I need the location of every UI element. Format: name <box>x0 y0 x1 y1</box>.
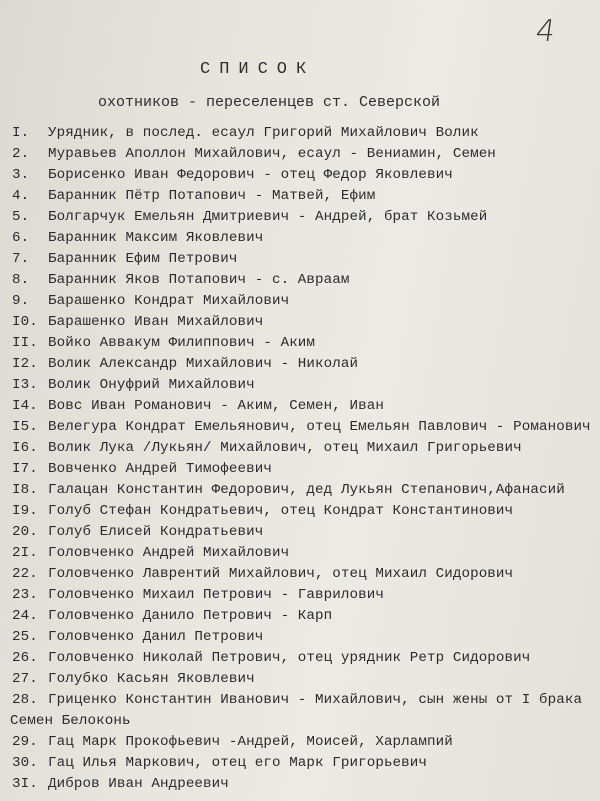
list-item <box>0 690 600 732</box>
list-item <box>0 585 600 606</box>
entry-number: 4. <box>12 188 30 204</box>
entry-text: Волик Онуфрий Михайлович <box>48 377 255 393</box>
entry-text: Болгарчук Емельян Дмитриевич - Андрей, брат Козьмей <box>48 209 488 225</box>
list-item <box>0 333 600 354</box>
list-item <box>0 480 600 501</box>
entry-text: Гац Марк Прокофьевич -Андрей, Моисей, Харлампий <box>48 734 453 750</box>
list-item <box>0 165 600 186</box>
entry-number: 23. <box>12 587 38 603</box>
entry-text: Волик Александр Михайлович - Николай <box>48 356 359 372</box>
list-item <box>0 732 600 753</box>
list-item <box>0 627 600 648</box>
list-item <box>0 144 600 165</box>
entry-text: Гриценко Константин Иванович - Михайлович, сын жены от I брака <box>48 692 583 708</box>
entry-text: Велегура Кондрат Емельянович, отец Емельян Павлович - Романович <box>48 419 591 435</box>
entry-number: I6. <box>12 440 38 456</box>
list-item <box>0 753 600 774</box>
list-item <box>0 543 600 564</box>
entry-text: Баранник Яков Потапович - с. Авраам <box>48 272 350 288</box>
entry-number: 20. <box>12 524 38 540</box>
entry-number: 7. <box>12 251 30 267</box>
entry-number: 28. <box>12 692 38 708</box>
entry-number: 6. <box>12 230 30 246</box>
entry-text: Вовченко Андрей Тимофеевич <box>48 461 272 477</box>
document-title: СПИСОК <box>200 60 316 79</box>
entry-text: Голубко Касьян Яковлевич <box>48 671 255 687</box>
list-item <box>0 774 600 795</box>
list-item <box>0 207 600 228</box>
entry-number: 2I. <box>12 545 38 561</box>
entry-number: I0. <box>12 314 38 330</box>
page-number: 4 <box>533 14 558 49</box>
entry-number: I4. <box>12 398 38 414</box>
entry-number: 2. <box>12 146 30 162</box>
list-item <box>0 375 600 396</box>
list-item <box>0 522 600 543</box>
entry-number: I3. <box>12 377 38 393</box>
list-item <box>0 396 600 417</box>
list-item <box>0 417 600 438</box>
entry-text: Урядник, в послед. есаул Григорий Михайлович Волик <box>48 125 479 141</box>
list-item <box>0 459 600 480</box>
entry-number: I8. <box>12 482 38 498</box>
list-item <box>0 249 600 270</box>
entry-text: Баранник Пётр Потапович - Матвей, Ефим <box>48 188 376 204</box>
list-item <box>0 564 600 585</box>
entry-text: Головченко Андрей Михайлович <box>48 545 290 561</box>
list-item <box>0 354 600 375</box>
entry-text: Баранник Ефим Петрович <box>48 251 238 267</box>
entry-text: Баранник Максим Яковлевич <box>48 230 264 246</box>
entry-number: 30. <box>12 755 38 771</box>
entry-text: Головченко Михаил Петрович - Гаврилович <box>48 587 384 603</box>
entry-text: Головченко Лаврентий Михайлович, отец Михаил Сидорович <box>48 566 514 582</box>
entry-number: 25. <box>12 629 38 645</box>
entry-number: II. <box>12 335 38 351</box>
entry-number: 27. <box>12 671 38 687</box>
entry-number: 8. <box>12 272 30 288</box>
entry-number: 5. <box>12 209 30 225</box>
document-subtitle: охотников - переселенцев ст. Северской <box>98 94 441 111</box>
entry-number: I. <box>12 125 30 141</box>
list-item <box>0 648 600 669</box>
entry-text: Галацан Константин Федорович, дед Лукьян Степанович,Афанасий <box>48 482 565 498</box>
entry-number: 29. <box>12 734 38 750</box>
entry-text: Вовс Иван Романович - Аким, Семен, Иван <box>48 398 384 414</box>
entry-number: 26. <box>12 650 38 666</box>
entry-number: 3. <box>12 167 30 183</box>
entry-number: 3I. <box>12 776 38 792</box>
entry-text: Дибров Иван Андреевич <box>48 776 229 792</box>
entry-text: Муравьев Аполлон Михайлович, есаул - Вениамин, Семен <box>48 146 496 162</box>
entry-text: Борисенко Иван Федорович - отец Федор Яковлевич <box>48 167 453 183</box>
entry-text: Барашенко Кондрат Михайлович <box>48 293 290 309</box>
entry-text: Головченко Николай Петрович, отец урядник Ретр Сидорович <box>48 650 531 666</box>
entry-number: I7. <box>12 461 38 477</box>
entry-number: 9. <box>12 293 30 309</box>
list-item <box>0 606 600 627</box>
entry-number: I5. <box>12 419 38 435</box>
entry-number: I9. <box>12 503 38 519</box>
entry-text: Голуб Стефан Кондратьевич, отец Кондрат Константинович <box>48 503 514 519</box>
entry-text: Головченко Данил Петрович <box>48 629 264 645</box>
entry-text: Гац Илья Маркович, отец его Марк Григорьевич <box>48 755 428 771</box>
entry-text: Войко Аввакум Филиппович - Аким <box>48 335 316 351</box>
list-item <box>0 291 600 312</box>
list-item <box>0 501 600 522</box>
entry-text: Голуб Елисей Кондратьевич <box>48 524 264 540</box>
entry-continuation: Семен Белоконь <box>10 713 131 729</box>
list-item <box>0 186 600 207</box>
entry-list <box>0 123 600 795</box>
list-item <box>0 228 600 249</box>
entry-text: Волик Лука /Лукьян/ Михайлович, отец Михаил Григорьевич <box>48 440 522 456</box>
list-item <box>0 270 600 291</box>
entry-text: Головченко Данило Петрович - Карп <box>48 608 333 624</box>
entry-text: Барашенко Иван Михайлович <box>48 314 264 330</box>
list-item <box>0 669 600 690</box>
list-item <box>0 438 600 459</box>
entry-number: 24. <box>12 608 38 624</box>
list-item <box>0 312 600 333</box>
list-item <box>0 123 600 144</box>
entry-number: 22. <box>12 566 38 582</box>
entry-number: I2. <box>12 356 38 372</box>
